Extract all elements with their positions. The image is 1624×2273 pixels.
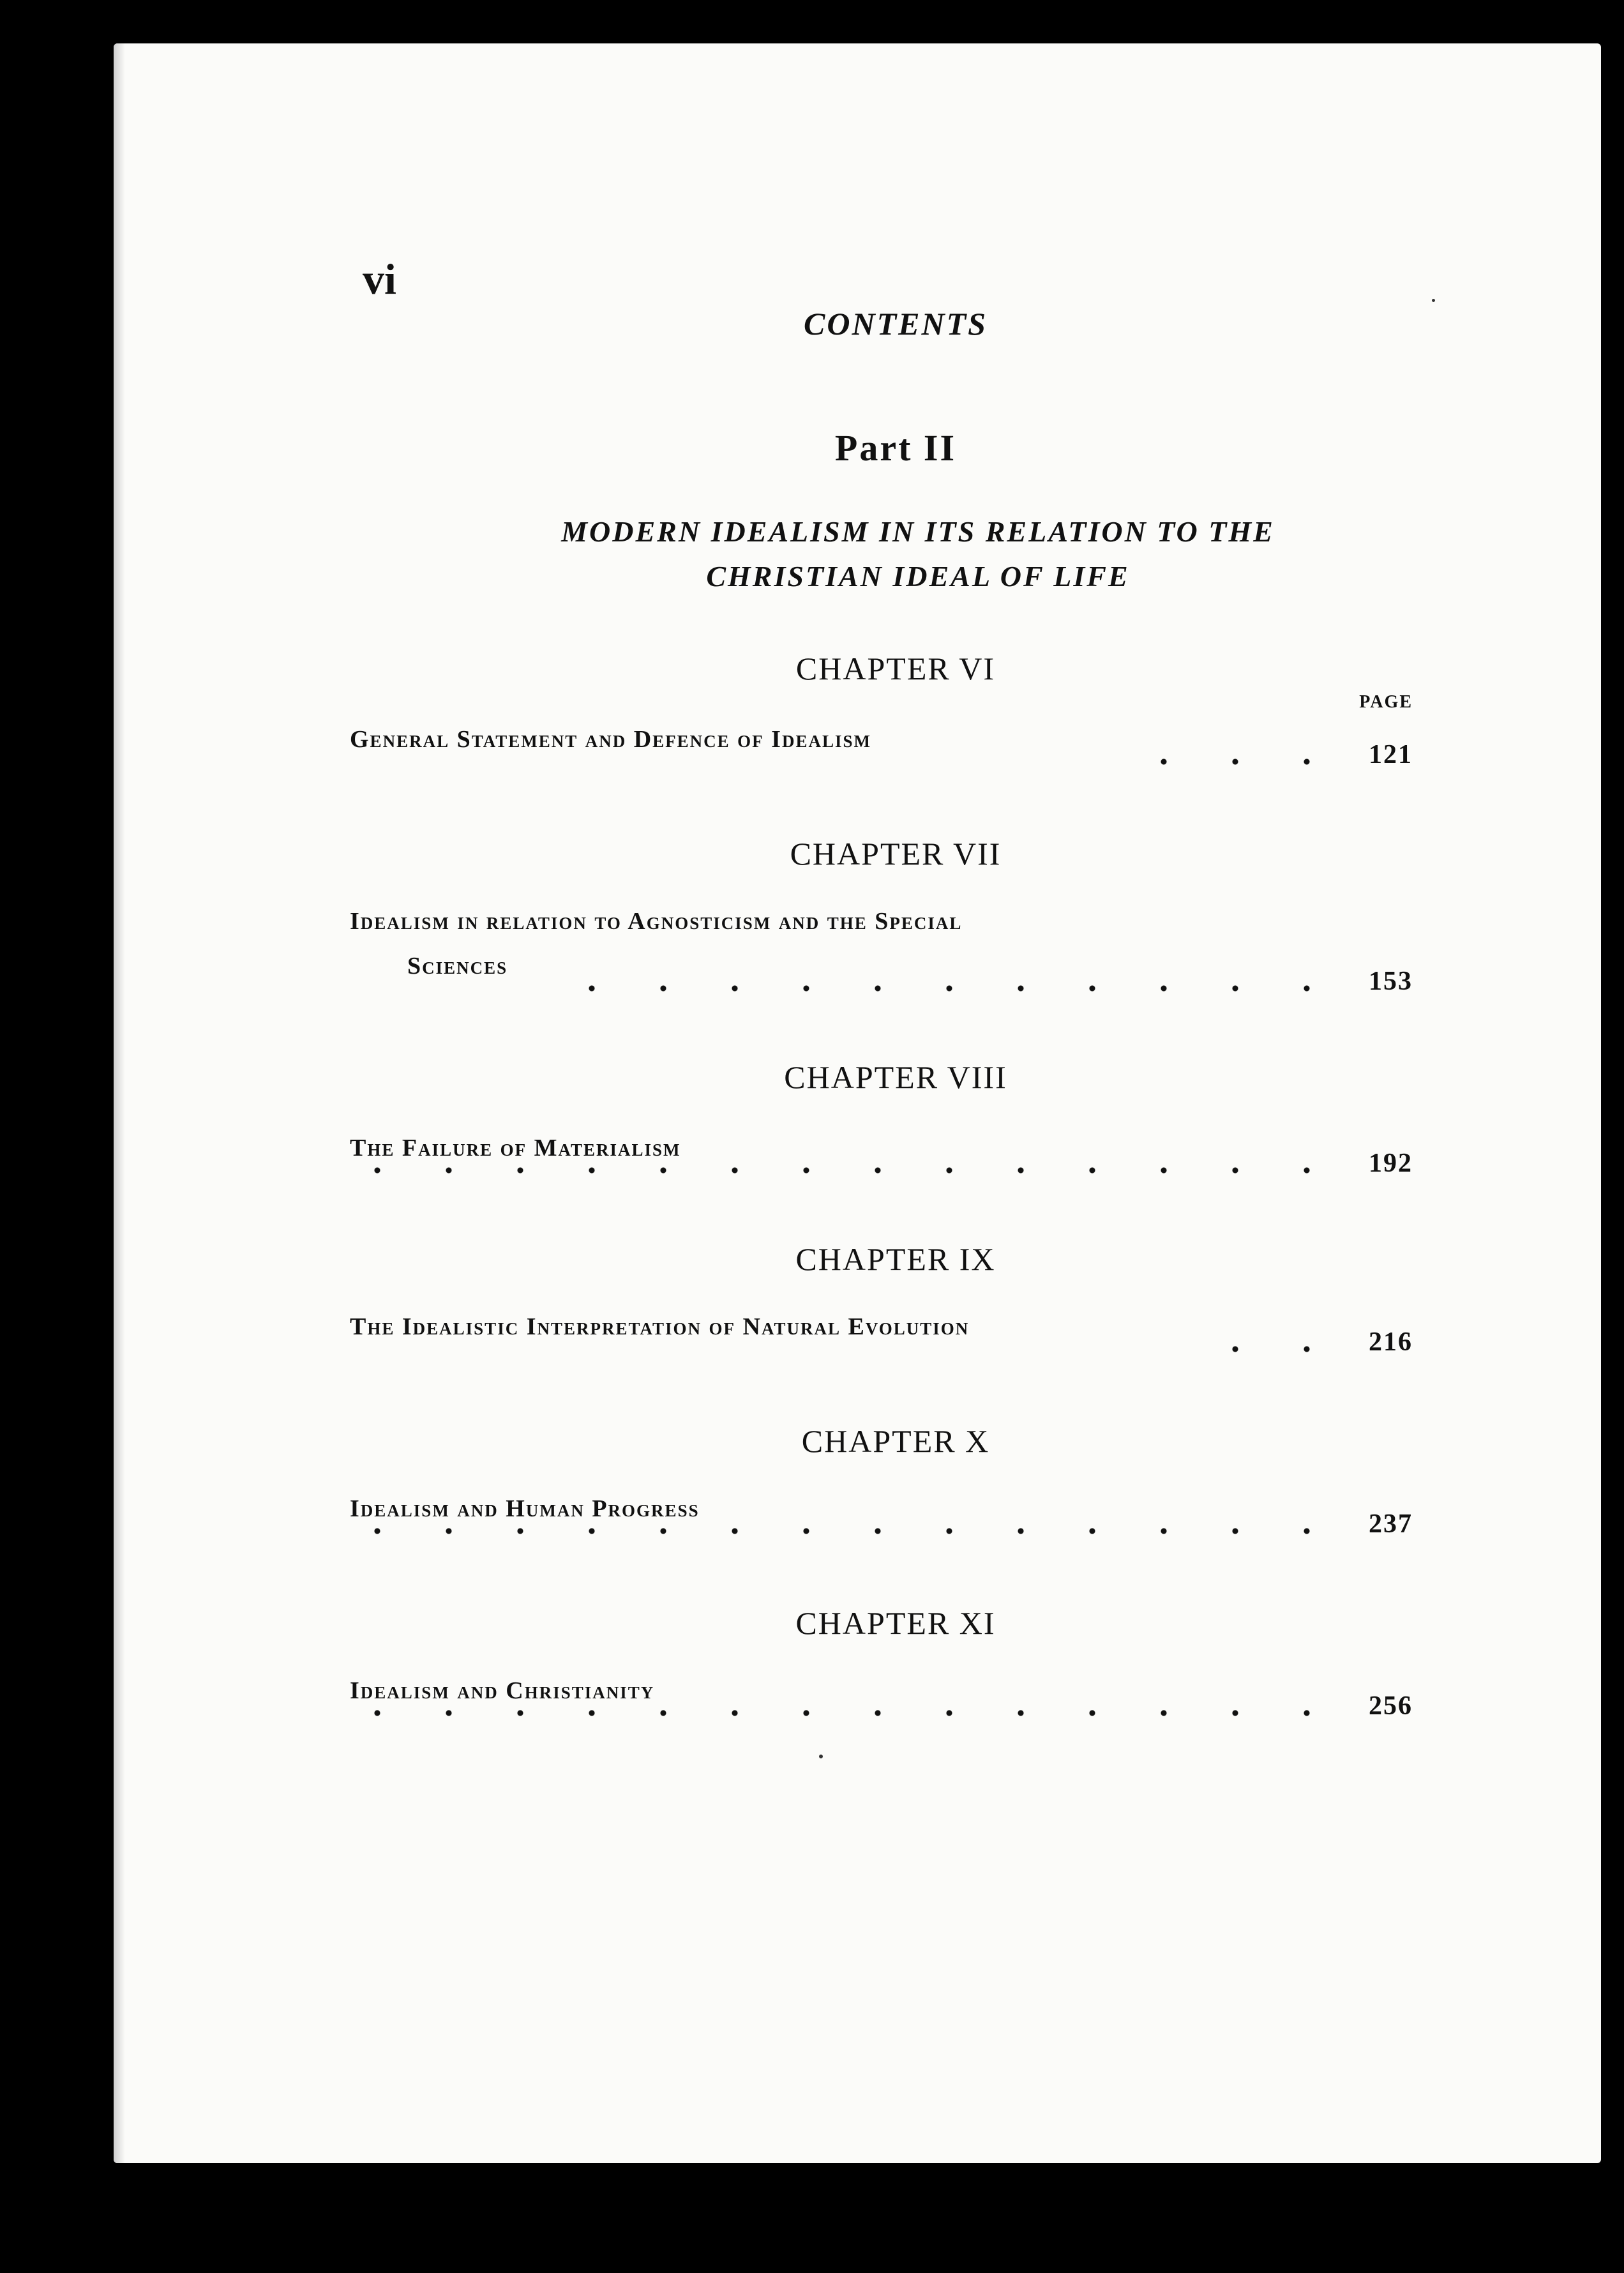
page-number: 256 (1369, 1691, 1413, 1721)
part-title: Part II (834, 427, 957, 469)
page-number: 216 (1369, 1327, 1413, 1357)
chapter-heading: CHAPTER X (801, 1423, 990, 1459)
page-number: 153 (1369, 967, 1413, 996)
chapter-entry (114, 835, 1601, 997)
chapter-entry (114, 1605, 1601, 1721)
chapter-title: Idealism and Christianity (350, 1677, 661, 1705)
dot-leader (350, 1710, 1342, 1716)
toc-row[interactable] (350, 907, 1413, 997)
chapter-entry (114, 1423, 1601, 1539)
page-number: 192 (1369, 1149, 1413, 1178)
print-speck (1432, 299, 1435, 302)
chapter-entry (114, 1059, 1601, 1179)
part-subtitle-line-2: CHRISTIAN IDEAL OF LIFE (706, 560, 1130, 593)
chapter-title: The Failure of Materialism (350, 1134, 687, 1162)
page-number: 121 (1369, 740, 1413, 769)
chapter-heading: CHAPTER XI (795, 1605, 996, 1641)
page-folio: vi (363, 255, 396, 303)
chapter-heading: CHAPTER VII (790, 836, 1002, 872)
chapter-title-line-2: Sciences (407, 952, 514, 980)
chapter-title: The Idealistic Interpretation of Natural Evolution (350, 1313, 975, 1341)
toc-row[interactable] (350, 692, 1413, 770)
chapter-title-line-1: Idealism in relation to Agnosticism and the Special (350, 907, 968, 935)
chapter-title: Idealism and Human Progress (350, 1495, 706, 1523)
chapter-heading: CHAPTER IX (795, 1241, 996, 1277)
dot-leader (350, 1528, 1342, 1534)
print-speck (819, 1755, 823, 1758)
dot-leader (1148, 759, 1342, 765)
toc-row[interactable] (350, 1677, 1413, 1721)
book-page (114, 43, 1601, 2163)
chapter-entry (114, 1241, 1601, 1357)
chapter-heading: CHAPTER VI (795, 651, 996, 686)
part-subtitle (414, 510, 1422, 599)
running-head: CONTENTS (804, 306, 988, 342)
toc-row[interactable] (350, 1313, 1413, 1357)
chapter-heading: CHAPTER VIII (784, 1059, 1007, 1095)
page-column-label: PAGE (1359, 692, 1413, 712)
part-subtitle-line-1: MODERN IDEALISM IN ITS RELATION TO THE (561, 515, 1275, 548)
chapter-entry (114, 650, 1601, 770)
toc-row[interactable] (350, 1134, 1413, 1179)
dot-leader (541, 985, 1342, 992)
dot-leader (350, 1167, 1342, 1174)
chapter-title: General Statement and Defence of Idealism (350, 725, 878, 753)
page-number: 237 (1369, 1509, 1413, 1539)
dot-leader (1218, 1346, 1342, 1352)
toc-row[interactable] (350, 1495, 1413, 1539)
